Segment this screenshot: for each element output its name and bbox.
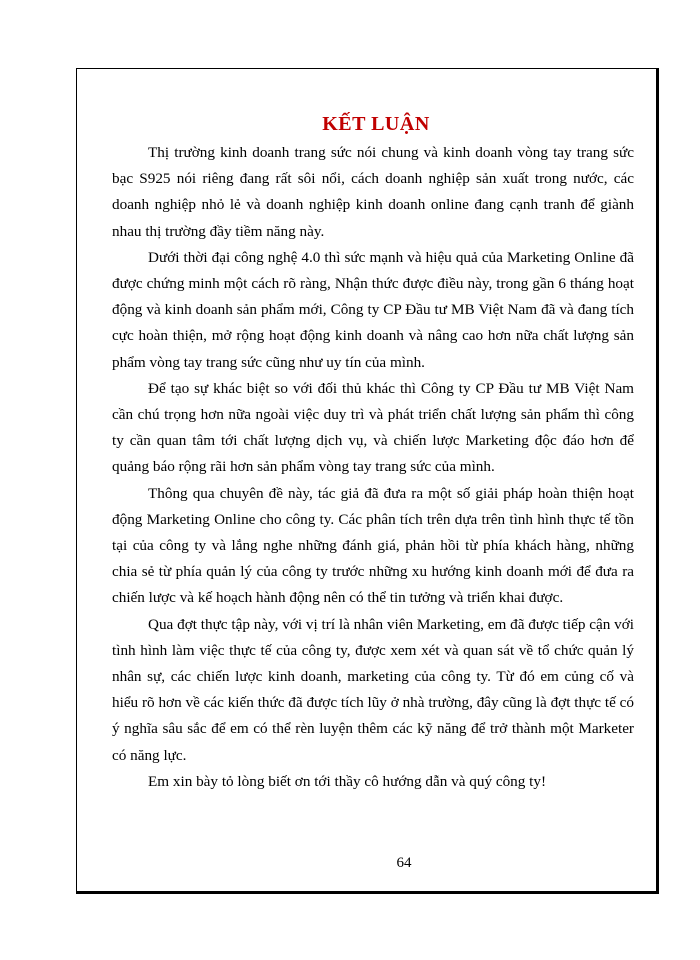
paragraph: Thị trường kinh doanh trang sức nói chung và kinh doanh vòng tay trang sức bạc S925 nói riêng đang rất sôi nổi, cách doanh nghiệp sản xuất trong nước, các doanh nghiệp nhỏ lẻ và doanh nghiệp kinh doanh online đang cạnh tranh để giành nhau thị trường đầy tiềm năng này. [112,144,634,240]
paragraph: Qua đợt thực tập này, với vị trí là nhân viên Marketing, em đã được tiếp cận với tình hình làm việc thực tế của công ty, được xem xét và quan sát về tổ chức quản lý nhân sự, các chiến lược kinh doanh, marketing của công ty. Từ đó em củng cố và hiểu rõ hơn về các kiến thức đã được tích lũy ở nhà trường, đây cũng là đợt thực tế có ý nghĩa sâu sắc để em có thể rèn luyện thêm các kỹ năng để trở thành một Marketer có năng lực. [112,615,634,764]
paragraph: Để tạo sự khác biệt so với đối thủ khác thì Công ty CP Đầu tư MB Việt Nam cần chú trọng hơn nữa ngoài việc duy trì và phát triển chất lượng sản phẩm thì công ty cần quan tâm tới chất lượng dịch vụ, và chiến lược Marketing độc đáo hơn để quảng báo rộng rãi hơn sản phẩm vòng tay trang sức của mình. [112,379,634,476]
paragraph: Em xin bày tỏ lòng biết ơn tới thầy cô hướng dẫn và quý công ty! [148,772,547,790]
page-title: KẾT LUẬN [322,113,430,135]
paragraph: Dưới thời đại công nghệ 4.0 thì sức mạnh và hiệu quả của Marketing Online đã được chứng minh một cách rõ ràng, Nhận thức được điều này, trong gần 6 tháng hoạt động và kinh doanh sản phẩm mới, Công ty CP Đầu tư MB Việt Nam đã và đang tích cực hoàn thiện, mở rộng hoạt động kinh doanh và nâng cao hơn nữa chất lượng sản phẩm vòng tay trang sức cũng như uy tín của mình. [112,248,634,371]
document-body [112,140,634,795]
paragraph: Thông qua chuyên đề này, tác giả đã đưa ra một số giải pháp hoàn thiện hoạt động Marketing Online cho công ty. Các phân tích trên dựa trên tình hình thực tế tồn tại của công ty và lắng nghe những đánh giá, phản hồi từ phía khách hàng, những chia sẻ từ phía quản lý của công ty trước những xu hướng kinh doanh mới để đưa ra chiến lược và kế hoạch hành động nên có thể tin tưởng và triển khai được. [112,484,634,607]
page-number: 64 [396,855,412,871]
